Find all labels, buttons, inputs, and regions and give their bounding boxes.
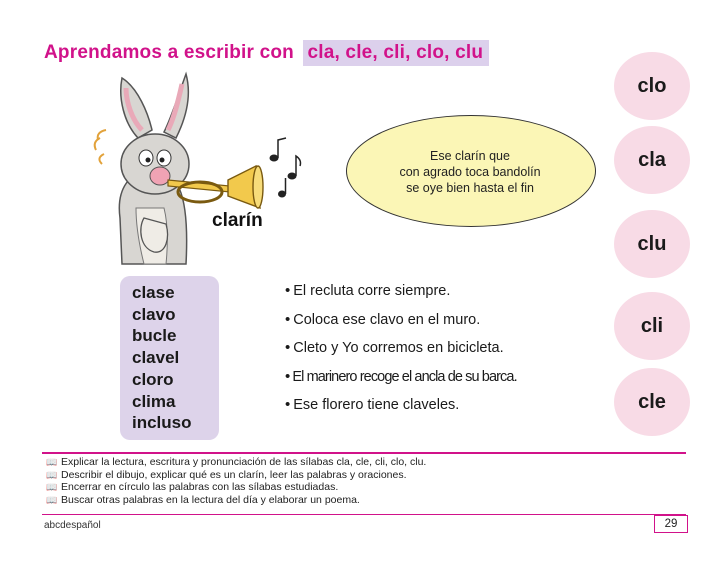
rabbit-trumpet-illustration <box>60 68 310 268</box>
sentence-item: • Ese florero tiene claveles. <box>285 396 460 413</box>
illustration-caption: clarín <box>212 210 263 231</box>
word-item: clima <box>132 391 176 411</box>
sentence-item: • Coloca ese clavo en el muro. <box>285 310 481 328</box>
word-item: cloro <box>132 369 174 389</box>
page-title <box>44 42 489 64</box>
footer-divider <box>42 514 686 515</box>
book-icon: 📖 <box>46 469 58 480</box>
sentence-item: • El recluta corre siempre. <box>285 282 451 299</box>
sentence-list <box>285 282 517 425</box>
note-item: 📖 Explicar la lectura, escritura y pronunciación de las sílabas cla, cle, cli, clo, clu. <box>46 456 427 468</box>
music-notes-icon <box>270 138 301 197</box>
bubble-line: Ese clarín que <box>430 149 510 163</box>
note-item: 📖 Encerrar en círculo las palabras con las sílabas estudiadas. <box>46 481 339 494</box>
word-item: clavel <box>132 348 180 368</box>
note-item: 📖 Buscar otras palabras en la lectura del día y elaborar un poema. <box>46 493 360 506</box>
word-item: bucle <box>132 326 177 346</box>
page-number: 29 <box>654 515 688 533</box>
teacher-notes <box>46 456 426 506</box>
syllable-circle-clo: clo <box>614 52 690 120</box>
speech-bubble-text <box>346 148 594 196</box>
word-item: incluso <box>132 413 192 433</box>
bubble-line: se oye bien hasta el fin <box>406 181 534 195</box>
sentence-item: • Cleto y Yo corremos en bicicleta. <box>285 339 504 356</box>
footer-brand: abcdespañol <box>44 520 101 531</box>
bubble-line: con agrado toca bandolín <box>399 165 541 179</box>
motion-lines <box>95 130 106 164</box>
syllable-circle-clu: clu <box>614 210 690 278</box>
syllable-circle-cli: cli <box>614 292 690 360</box>
book-icon: 📖 <box>46 494 58 505</box>
title-prefix: Aprendamos a escribir con <box>44 42 294 63</box>
syllable-circle-cla: cla <box>614 126 690 194</box>
syllable-circle-cle: cle <box>614 368 690 436</box>
word-item: clase <box>132 283 175 302</box>
note-item: 📖 Describir el dibujo, explicar qué es un clarín, leer las palabras y oraciones. <box>46 468 407 481</box>
section-divider <box>42 452 686 454</box>
word-item: clavo <box>132 304 176 324</box>
book-icon: 📖 <box>46 457 58 467</box>
word-list-box <box>120 276 219 440</box>
sentence-item: • El marinero recoge el ancla de su barca. <box>285 367 517 385</box>
title-syllables: cla, cle, cli, clo, clu <box>303 40 489 66</box>
book-icon: 📖 <box>46 482 58 493</box>
